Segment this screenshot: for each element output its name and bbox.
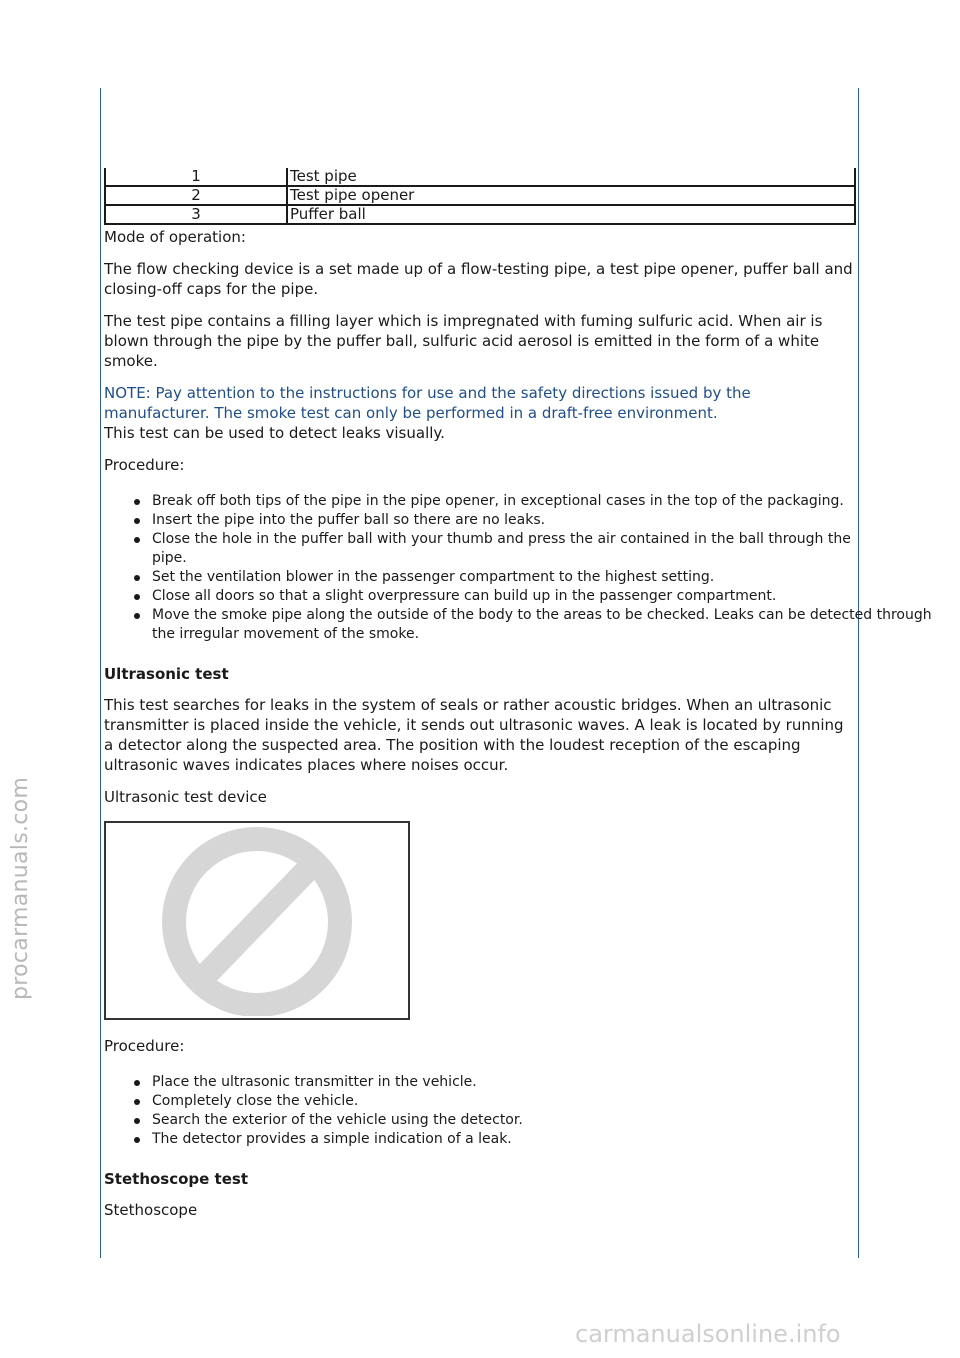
bullet-icon xyxy=(134,594,140,600)
bullet-icon xyxy=(134,518,140,524)
list-item: Close the hole in the puffer ball with your thumb and press the air contained in the ball through the pipe. xyxy=(134,530,856,568)
list-item: Close all doors so that a slight overpressure can build up in the passenger compartment. xyxy=(134,587,946,606)
right-margin-rule xyxy=(858,88,859,1258)
part-number: 3 xyxy=(105,205,287,224)
bullet-icon xyxy=(134,537,140,543)
visual-leak-paragraph: This test can be used to detect leaks visually. xyxy=(104,424,445,442)
part-label: Puffer ball xyxy=(287,205,855,224)
ultrasonic-test-steps xyxy=(104,1073,856,1149)
list-item: Completely close the vehicle. xyxy=(134,1092,856,1111)
device-label: Ultrasonic test device xyxy=(104,788,267,806)
part-label: Test pipe opener xyxy=(287,186,855,205)
list-item: Move the smoke pipe along the outside of the body to the areas to be checked. Leaks can be detected through the irregular movement of the smoke. xyxy=(134,606,946,644)
left-margin-rule xyxy=(100,88,101,1258)
table-row xyxy=(105,186,855,205)
ultrasonic-paragraph: This test searches for leaks in the system of seals or rather acoustic bridges. When an ultrasonic transmitter is placed inside the vehicle, it sends out ultrasonic waves. A leak is located by running a detector along the suspected area. The position with the loudest reception of the escaping ultrasonic waves indicates places where noises occur. xyxy=(104,696,844,774)
list-item: Break off both tips of the pipe in the pipe opener, in exceptional cases in the top of the packaging. xyxy=(134,492,856,511)
ultrasonic-device-image xyxy=(104,821,410,1020)
procedure-label: Procedure: xyxy=(104,456,185,474)
bullet-icon xyxy=(134,1137,140,1143)
bullet-icon xyxy=(134,1080,140,1086)
list-item: Search the exterior of the vehicle using the detector. xyxy=(134,1111,856,1130)
parts-table xyxy=(104,168,856,225)
stethoscope-heading: Stethoscope test xyxy=(104,1170,249,1188)
document-body xyxy=(104,167,932,1220)
part-label: Test pipe xyxy=(287,168,855,186)
part-number: 1 xyxy=(105,168,287,186)
bullet-icon xyxy=(134,499,140,505)
part-number: 2 xyxy=(105,186,287,205)
bottom-watermark: carmanualsonline.info xyxy=(575,1320,841,1348)
stethoscope-label: Stethoscope xyxy=(104,1201,198,1219)
list-item: Place the ultrasonic transmitter in the vehicle. xyxy=(134,1073,856,1092)
side-watermark: procarmanuals.com xyxy=(8,776,33,1000)
table-row xyxy=(105,205,855,224)
bullet-icon xyxy=(134,575,140,581)
bullet-icon xyxy=(134,613,140,619)
table-row xyxy=(105,168,855,186)
ultrasonic-heading: Ultrasonic test xyxy=(104,665,229,683)
list-item: Insert the pipe into the puffer ball so there are no leaks. xyxy=(134,511,856,530)
bullet-icon xyxy=(134,1118,140,1124)
test-pipe-paragraph: The test pipe contains a filling layer which is impregnated with fuming sulfuric acid. When air is blown through the pipe by the puffer ball, sulfuric acid aerosol is emitted in the form of a white smoke. xyxy=(104,312,823,370)
list-item: Set the ventilation blower in the passenger compartment to the highest setting. xyxy=(134,568,856,587)
no-image-icon xyxy=(152,826,362,1016)
procedure-label: Procedure: xyxy=(104,1037,185,1055)
bullet-icon xyxy=(134,1099,140,1105)
mode-of-operation-label: Mode of operation: xyxy=(104,228,246,246)
flow-device-paragraph: The flow checking device is a set made up of a flow-testing pipe, a test pipe opener, puffer ball and closing-off caps for the pipe. xyxy=(104,260,853,298)
list-item: The detector provides a simple indication of a leak. xyxy=(134,1130,856,1149)
smoke-test-steps xyxy=(104,492,932,644)
safety-note: NOTE: Pay attention to the instructions for use and the safety directions issued by the manufacturer. The smoke test can only be performed in a draft-free environment. xyxy=(104,384,751,422)
